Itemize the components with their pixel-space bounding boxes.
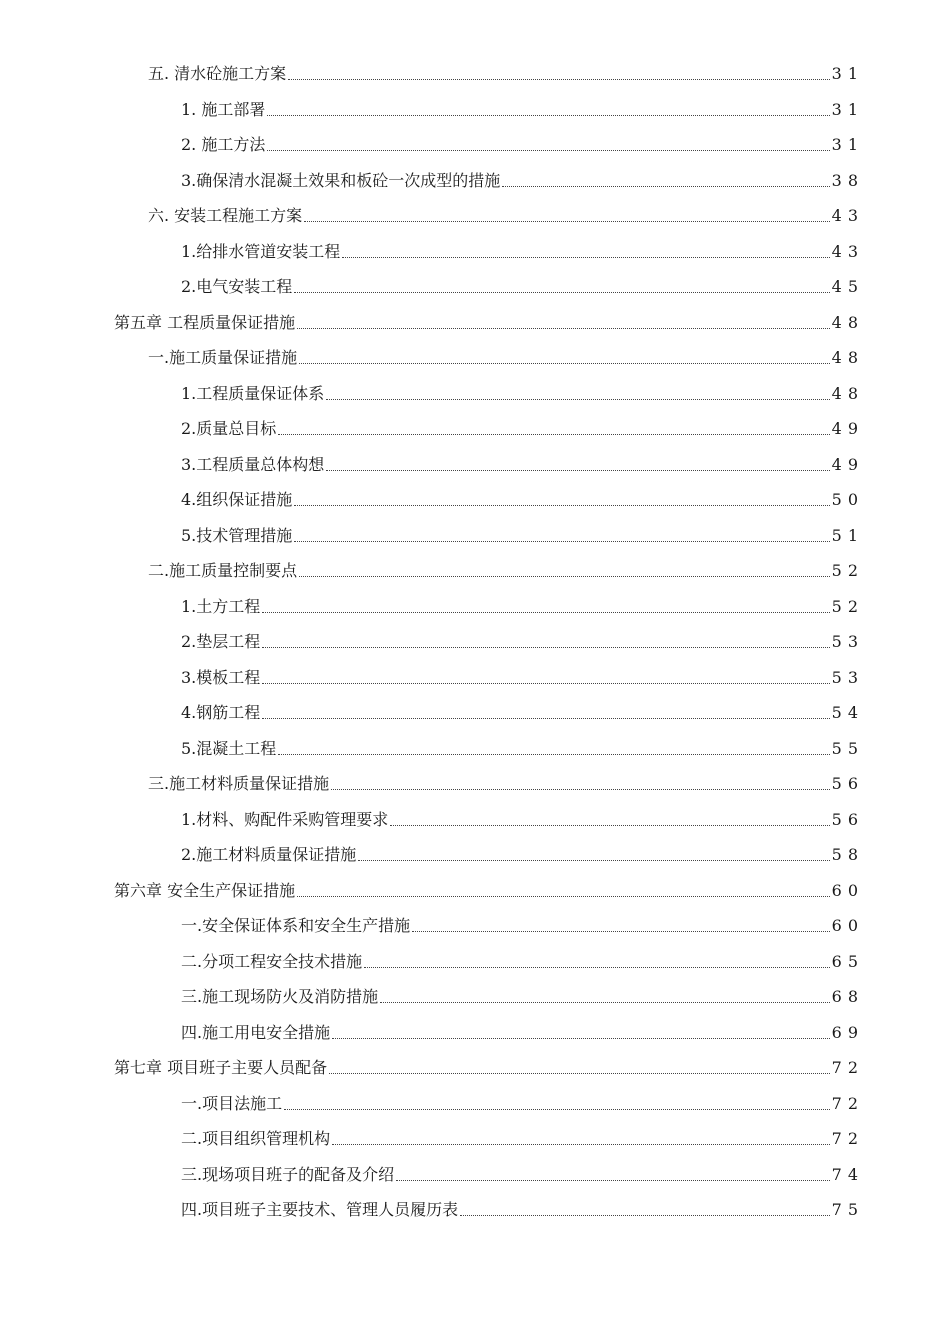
toc-entry-page-number: 56 xyxy=(831,809,864,829)
toc-entry-page-number: 53 xyxy=(831,667,864,687)
toc-entry[interactable] xyxy=(0,943,864,973)
toc-entry-title: 2.电气安装工程 xyxy=(181,277,293,296)
toc-entry-page-number: 72 xyxy=(831,1093,864,1113)
toc-dot-leader xyxy=(326,470,829,471)
toc-entry[interactable] xyxy=(0,55,864,85)
toc-entry-title: 一.安全保证体系和安全生产措施 xyxy=(181,916,411,935)
toc-entry-title: 3.确保清水混凝土效果和板砼一次成型的措施 xyxy=(181,170,501,190)
toc-entry-title: 1.材料、购配件采购管理要求 xyxy=(181,809,389,829)
toc-entry-title: 二.施工质量控制要点 xyxy=(148,561,298,580)
toc-entry-page-number: 68 xyxy=(831,987,864,1006)
toc-entry-title: 2.施工材料质量保证措施 xyxy=(181,845,357,864)
toc-entry-title: 二.项目组织管理机构 xyxy=(181,1129,331,1148)
toc-dot-leader xyxy=(278,754,829,755)
toc-entry-title: 五. 清水砼施工方案 xyxy=(148,64,287,83)
toc-entry[interactable] xyxy=(0,446,864,476)
toc-entry-title: 二.分项工程安全技术措施 xyxy=(181,951,363,971)
toc-entry-page-number: 65 xyxy=(831,951,864,971)
toc-entry-title: 三.施工材料质量保证措施 xyxy=(148,774,330,793)
toc-entry-title: 三.现场项目班子的配备及介绍 xyxy=(181,1164,395,1184)
toc-dot-leader xyxy=(288,79,829,80)
toc-entry-title: 六. 安装工程施工方案 xyxy=(148,206,303,225)
toc-entry[interactable] xyxy=(0,233,864,263)
toc-entry-page-number: 75 xyxy=(831,1200,864,1219)
toc-entry-page-number: 48 xyxy=(831,348,864,367)
toc-entry-page-number: 74 xyxy=(831,1164,864,1184)
toc-dot-leader xyxy=(358,860,829,861)
toc-entry[interactable] xyxy=(0,410,864,440)
toc-entry-page-number: 54 xyxy=(831,703,864,722)
toc-dot-leader xyxy=(329,1073,830,1074)
toc-dot-leader xyxy=(299,363,830,364)
toc-entry-page-number: 48 xyxy=(831,312,864,332)
toc-entry[interactable] xyxy=(0,1049,864,1079)
toc-entry-title: 5.技术管理措施 xyxy=(181,525,293,545)
toc-entry-page-number: 58 xyxy=(831,845,864,864)
toc-dot-leader xyxy=(502,186,829,187)
toc-entry-title: 第七章 项目班子主要人员配备 xyxy=(114,1058,328,1077)
toc-entry-page-number: 49 xyxy=(831,454,864,474)
toc-entry[interactable] xyxy=(0,162,864,192)
toc-entry-title: 3.工程质量总体构想 xyxy=(181,454,325,474)
toc-dot-leader xyxy=(267,150,829,151)
toc-entry-page-number: 48 xyxy=(831,383,864,403)
toc-entry-page-number: 53 xyxy=(831,632,864,651)
toc-entry[interactable] xyxy=(0,836,864,866)
toc-dot-leader xyxy=(396,1180,830,1181)
toc-entry[interactable] xyxy=(0,1085,864,1115)
toc-entry-title: 1.土方工程 xyxy=(181,596,261,616)
toc-dot-leader xyxy=(380,1002,830,1003)
toc-entry-page-number: 55 xyxy=(831,738,864,758)
toc-entry-page-number: 38 xyxy=(831,170,864,190)
toc-entry[interactable] xyxy=(0,907,864,937)
toc-entry[interactable] xyxy=(0,872,864,902)
toc-entry[interactable] xyxy=(0,552,864,582)
toc-entry[interactable] xyxy=(0,1191,864,1221)
toc-entry[interactable] xyxy=(0,304,864,334)
toc-entry-title: 第六章 安全生产保证措施 xyxy=(114,880,296,900)
toc-entry[interactable] xyxy=(0,375,864,405)
toc-entry[interactable] xyxy=(0,730,864,760)
toc-dot-leader xyxy=(262,683,829,684)
toc-entry-title: 4.组织保证措施 xyxy=(181,490,293,509)
toc-dot-leader xyxy=(331,789,830,790)
toc-dot-leader xyxy=(460,1215,830,1216)
toc-entry[interactable] xyxy=(0,197,864,227)
toc-entry[interactable] xyxy=(0,517,864,547)
toc-dot-leader xyxy=(297,896,830,897)
toc-entry-page-number: 50 xyxy=(831,490,864,509)
toc-entry-page-number: 52 xyxy=(831,561,864,580)
toc-entry-page-number: 43 xyxy=(831,206,864,225)
toc-entry-title: 四.项目班子主要技术、管理人员履历表 xyxy=(181,1200,459,1219)
toc-entry[interactable] xyxy=(0,623,864,653)
toc-entry[interactable] xyxy=(0,588,864,618)
toc-entry[interactable] xyxy=(0,339,864,369)
toc-dot-leader xyxy=(294,541,829,542)
toc-entry[interactable] xyxy=(0,659,864,689)
toc-dot-leader xyxy=(267,115,829,116)
toc-dot-leader xyxy=(304,221,829,222)
toc-entry-page-number: 31 xyxy=(831,99,864,119)
toc-entry-title: 5.混凝土工程 xyxy=(181,738,277,758)
toc-entry-title: 三.施工现场防火及消防措施 xyxy=(181,987,379,1006)
toc-entry-page-number: 56 xyxy=(831,774,864,793)
toc-entry-page-number: 69 xyxy=(831,1022,864,1042)
toc-entry-title: 第五章 工程质量保证措施 xyxy=(114,312,296,332)
toc-dot-leader xyxy=(262,647,829,648)
toc-entry-page-number: 72 xyxy=(831,1058,864,1077)
toc-entry-page-number: 45 xyxy=(831,277,864,296)
toc-dot-leader xyxy=(332,1038,830,1039)
toc-dot-leader xyxy=(262,718,829,719)
toc-dot-leader xyxy=(326,399,829,400)
toc-entry-title: 4.钢筋工程 xyxy=(181,703,261,722)
toc-entry-page-number: 31 xyxy=(831,135,864,154)
toc-dot-leader xyxy=(332,1144,830,1145)
toc-dot-leader xyxy=(342,257,829,258)
toc-entry-title: 一.项目法施工 xyxy=(181,1093,283,1113)
toc-entry[interactable] xyxy=(0,481,864,511)
toc-entry-page-number: 31 xyxy=(831,64,864,83)
toc-dot-leader xyxy=(262,612,829,613)
toc-entry[interactable] xyxy=(0,801,864,831)
toc-entry-title: 3.模板工程 xyxy=(181,667,261,687)
toc-entry[interactable] xyxy=(0,268,864,298)
toc-entry[interactable] xyxy=(0,1120,864,1150)
toc-entry-page-number: 60 xyxy=(831,916,864,935)
toc-dot-leader xyxy=(412,931,830,932)
toc-entry-page-number: 72 xyxy=(831,1129,864,1148)
toc-dot-leader xyxy=(364,967,830,968)
toc-entry[interactable] xyxy=(0,1156,864,1186)
toc-entry-title: 2. 施工方法 xyxy=(181,135,266,154)
toc-dot-leader xyxy=(297,328,830,329)
toc-entry-title: 1. 施工部署 xyxy=(181,99,266,119)
toc-entry[interactable] xyxy=(0,1014,864,1044)
toc-entry-title: 一.施工质量保证措施 xyxy=(148,348,298,367)
toc-entry-page-number: 51 xyxy=(831,525,864,545)
toc-entry-title: 2.质量总目标 xyxy=(181,419,277,438)
toc-dot-leader xyxy=(299,576,830,577)
toc-entry-title: 四.施工用电安全措施 xyxy=(181,1022,331,1042)
toc-entry-title: 1.工程质量保证体系 xyxy=(181,383,325,403)
toc-entry[interactable] xyxy=(0,694,864,724)
toc-dot-leader xyxy=(284,1109,830,1110)
toc-entry[interactable] xyxy=(0,765,864,795)
toc-dot-leader xyxy=(294,292,829,293)
toc-entry[interactable] xyxy=(0,91,864,121)
toc-entry-page-number: 60 xyxy=(831,880,864,900)
toc-dot-leader xyxy=(294,505,829,506)
toc-dot-leader xyxy=(278,434,829,435)
toc-entry-page-number: 43 xyxy=(831,241,864,261)
toc-dot-leader xyxy=(390,825,829,826)
toc-entry-page-number: 49 xyxy=(831,419,864,438)
toc-entry-page-number: 52 xyxy=(831,596,864,616)
toc-entry[interactable] xyxy=(0,126,864,156)
toc-entry[interactable] xyxy=(0,978,864,1008)
toc-entry-title: 1.给排水管道安装工程 xyxy=(181,241,341,261)
toc-entry-title: 2.垫层工程 xyxy=(181,632,261,651)
